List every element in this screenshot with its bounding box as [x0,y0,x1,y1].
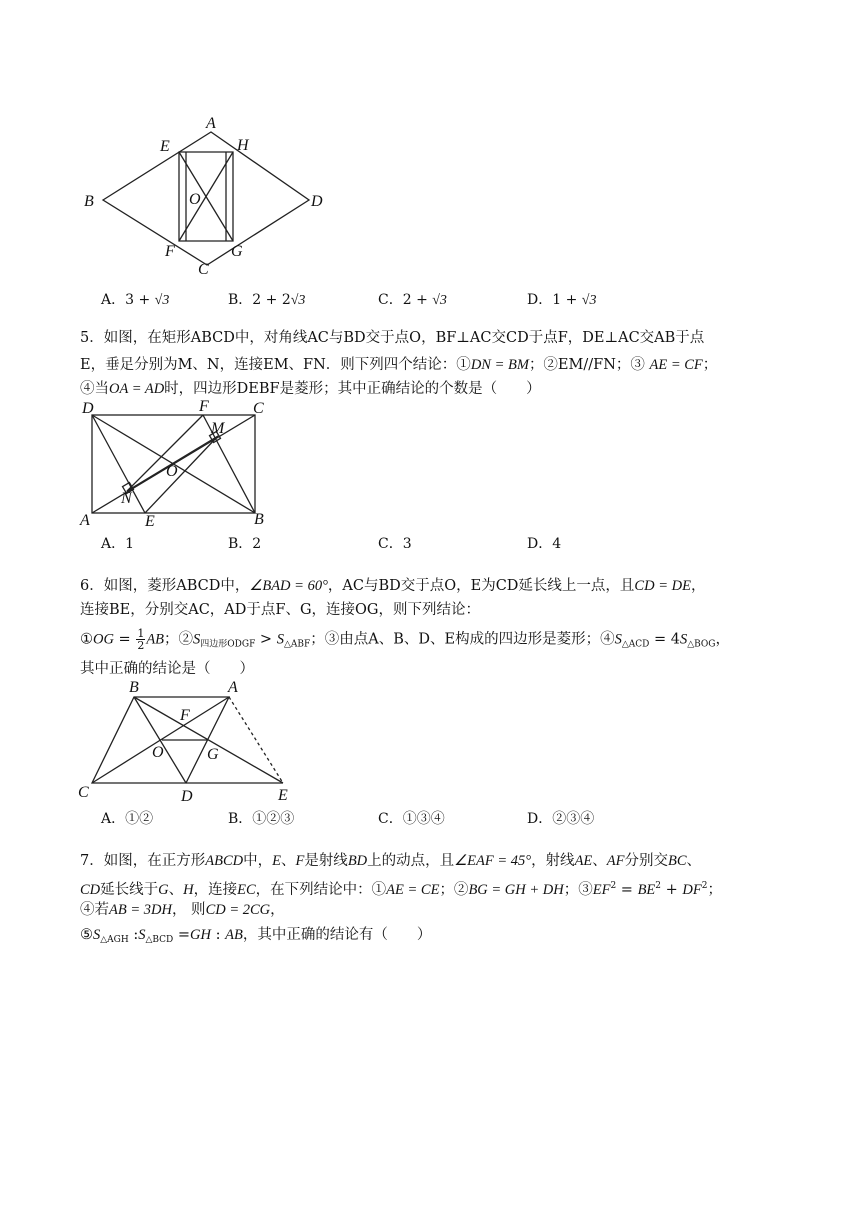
q7-stem-line1: 7．如图，在正方形ABCD中，E、F是射线BD上的动点，且∠EAF = 45°，射线AE、AF分别交BC、 [80,853,702,869]
q4-label-o: O [189,191,201,208]
q7-stem-line4: $⑤S_{\triangle AGH}$ $:S_{\triangle BCD} =GH$ : AB，其中正确的结论有（ ） [80,927,432,945]
q5-stem-line1: 5．如图，在矩形ABCD中，对角线AC与BD交于点O，BF⊥AC交CD于点F，DE⊥AC交AB于点 [80,330,705,346]
q6-option-c[interactable]: C．①③④ [378,811,445,827]
q6-stem-line2: 连接BE，分别交AC，AD于点F、G，连接OG，则下列结论： [80,602,481,618]
q5-label-n: N [121,490,132,507]
q4-option-b[interactable]: B．2 + 2√3 [228,292,306,308]
q7-stem-line3: ④若AB = 3DH， 则CD = 2CG， [80,902,285,918]
q6-label-g: G [207,746,219,763]
q4-label-g: G [231,243,243,260]
q6-label-c: C [78,784,89,801]
q6-label-f: F [180,707,190,724]
q4-label-e: E [160,138,170,155]
q6-stem-line1: 6．如图，菱形ABCD中，∠BAD = 60°，AC与BD交于点O，E为CD延长线上一点，且CD = DE， [80,578,706,594]
q5-label-c: C [253,400,264,417]
q5-option-d[interactable]: D．4 [527,536,562,552]
q5-option-a[interactable]: A．1 [101,536,135,552]
q5-label-d: D [82,400,94,417]
q4-option-a[interactable]: A．3 + √3 [101,292,170,308]
q4-label-a: A [206,115,216,132]
q6-option-b[interactable]: B．①②③ [228,811,295,827]
q4-label-d: D [311,193,323,210]
q6-label-b: B [129,679,139,696]
q5-label-m: M [211,420,225,437]
q4-label-c: C [198,261,209,278]
q6-option-a[interactable]: A．①② [101,811,154,827]
q6-stem-line3: ①OG = $\frac{1}{2}$ AB；$②S_{四边形ODGF} > S_{\triangle ABF}$；③由点A、B、D、E构成的四边形是菱形；$④S_{\triangle ACD} = 4S_{\triangle BOG}$， [80,627,730,652]
q4-label-b: B [84,193,94,210]
q6-label-o: O [152,744,164,761]
q4-label-h: H [237,137,249,154]
q6-option-d[interactable]: D．②③④ [527,811,595,827]
q4-option-c[interactable]: C．2 + √3 [378,292,447,308]
q4-option-d[interactable]: D．1 + √3 [527,292,597,308]
q6-label-e: E [278,787,288,804]
q5-label-a: A [80,512,90,529]
q5-label-o: O [166,463,178,480]
q5-option-b[interactable]: B．2 [228,536,262,552]
q5-label-f: F [199,398,209,415]
q5-option-c[interactable]: C．3 [378,536,412,552]
q4-label-f: F [165,243,175,260]
q5-label-e: E [145,513,155,530]
q6-stem-line4: 其中正确的结论是（ ） [80,661,254,677]
q5-stem-line3: ④当OA = AD时，四边形DEBF是菱形；其中正确结论的个数是（ ） [80,381,541,397]
q5-label-b: B [254,511,264,528]
q5-stem-line2: E，垂足分别为M、N，连接EM、FN．则下列四个结论：①DN = BM；②EM//FN；③ AE = CF； [80,357,718,373]
q6-label-a: A [228,679,238,696]
q6-label-d: D [181,788,193,805]
q7-stem-line2: CD延长线于G、H，连接EC，在下列结论中：①AE = CE；②BG = GH + DH；$③EF^2 = BE^2 + DF^2$； [80,881,722,898]
